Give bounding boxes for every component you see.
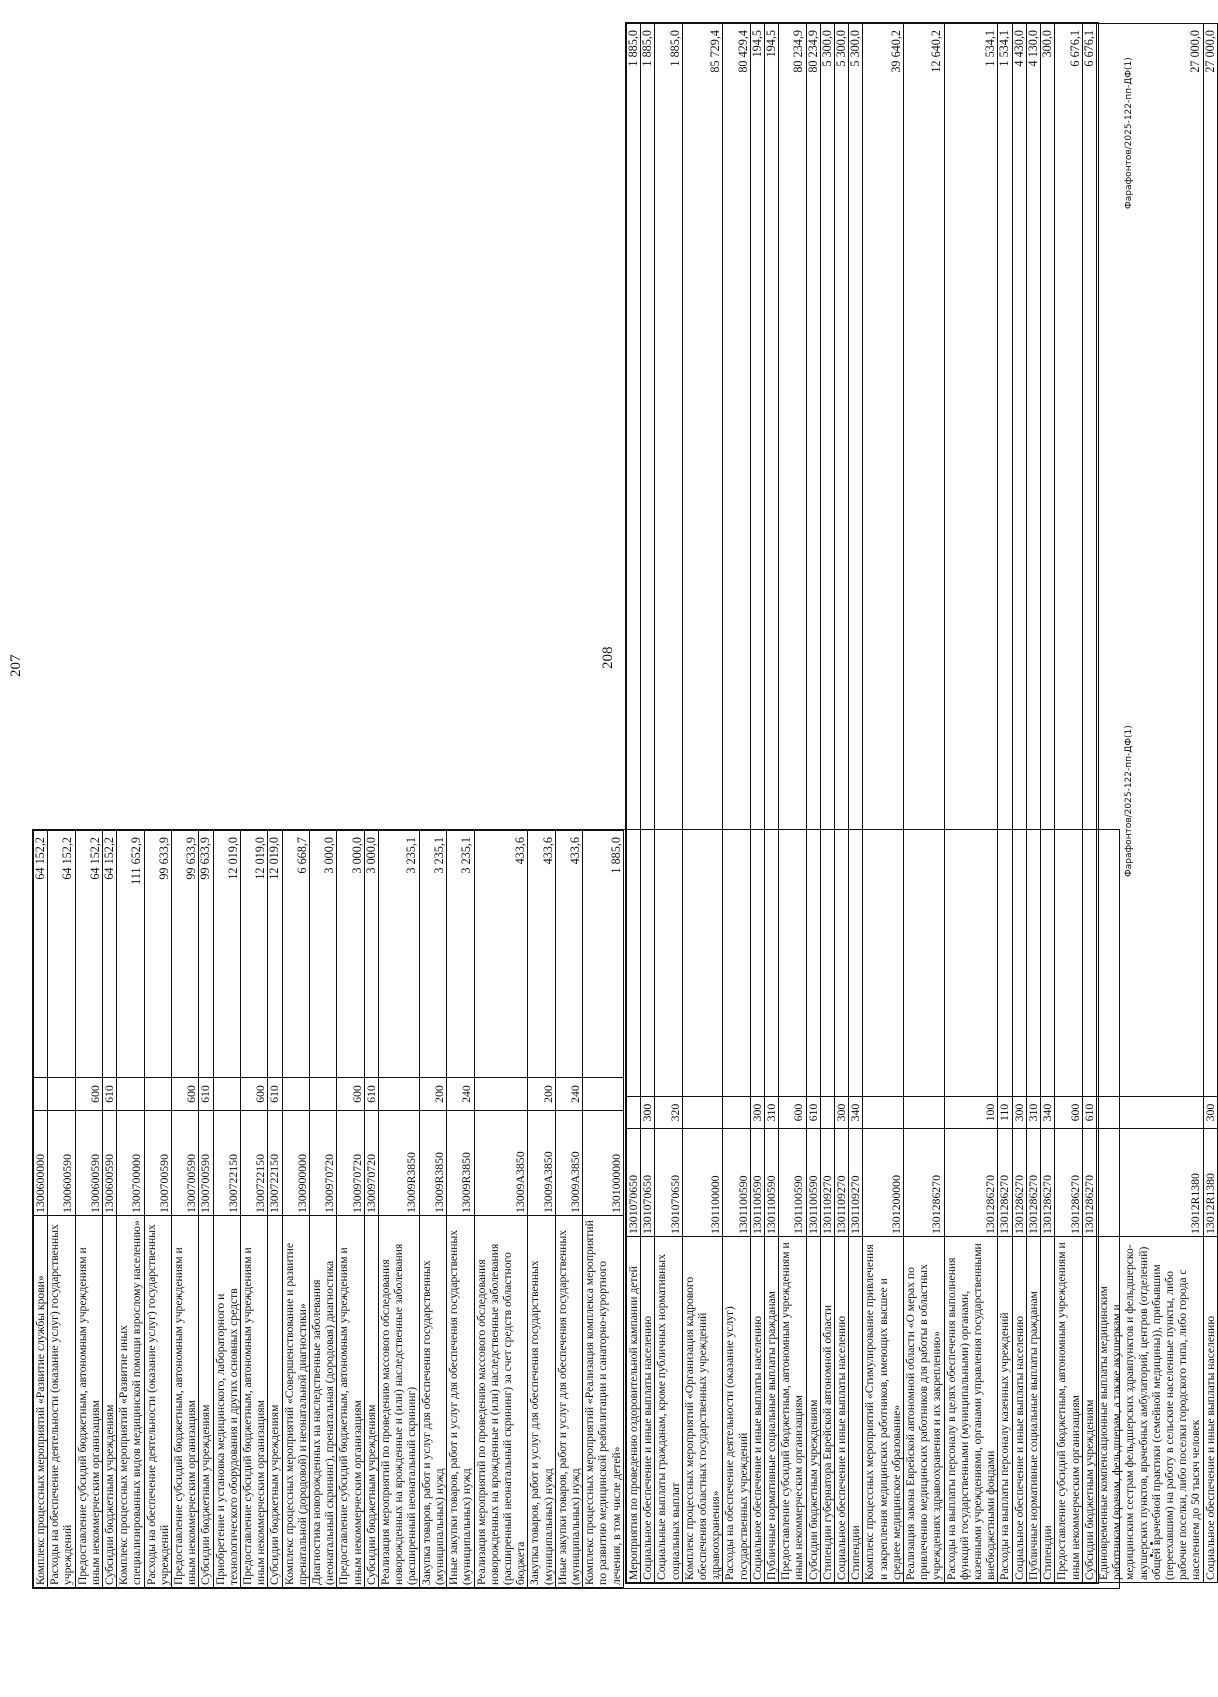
row-name: Предоставление субсидий бюджетным, автономным учреждениям и иным некоммерческим организациям <box>241 1216 268 1588</box>
row-name: Расходы на обеспечение деятельности (оказание услуг) государственных учреждений <box>723 1237 750 1583</box>
target-code: 1300600590 <box>75 1111 102 1216</box>
expense-type: 610 <box>806 1097 820 1129</box>
expense-type: 340 <box>849 1097 863 1129</box>
target-code: 13009A3850 <box>555 1111 582 1216</box>
table-row <box>944 24 998 1583</box>
amount: 39 640,2 <box>863 24 904 1097</box>
table-row <box>419 831 446 1588</box>
amount: 4 430,0 <box>1012 24 1026 1097</box>
amount: 3 235,1 <box>379 831 420 1078</box>
table-row <box>779 24 806 1583</box>
amount: 3 235,1 <box>419 831 446 1078</box>
table-row <box>641 24 655 1583</box>
row-name: Стипендии губернатора Еврейской автономной области <box>820 1237 834 1583</box>
target-code: 13009R3850 <box>419 1111 446 1216</box>
target-code: 1300970720 <box>337 1111 364 1216</box>
expense-type: 600 <box>1055 1097 1082 1129</box>
table-row <box>310 831 337 1588</box>
table-row <box>1082 24 1096 1583</box>
amount: 3 235,1 <box>447 831 474 1078</box>
amount: 12 019,0 <box>268 831 282 1078</box>
row-name: Социальное обеспечение и иные выплаты населению <box>1012 1237 1026 1583</box>
row-name: Публичные нормативные социальные выплаты гражданам <box>765 1237 779 1583</box>
expense-type: 240 <box>447 1078 474 1111</box>
amount: 5 300,0 <box>820 24 834 1097</box>
table-row <box>117 831 144 1588</box>
row-name: Реализация мероприятий по проведению массового обследования новорожденных на врожденные и (или) наследственные заболевания (расширенный неонатальный скрининг) <box>379 1216 420 1588</box>
amount: 3 000,0 <box>337 831 364 1078</box>
target-code: 13009A3850 <box>474 1111 528 1216</box>
expense-type <box>904 1097 945 1129</box>
target-code: 1301286270 <box>998 1129 1012 1237</box>
target-code: 13009R3850 <box>379 1111 420 1216</box>
table-row <box>282 831 309 1588</box>
table-row <box>241 831 268 1588</box>
table-row <box>863 24 904 1583</box>
table-row <box>750 24 764 1583</box>
row-name: Стипендии <box>849 1237 863 1583</box>
expense-type: 200 <box>419 1078 446 1111</box>
target-code: 13009R3850 <box>447 1111 474 1216</box>
row-name: Мероприятия по проведению оздоровительной кампании детей <box>627 1237 641 1583</box>
table-row <box>34 831 48 1588</box>
target-code: 1301286270 <box>1012 1129 1026 1237</box>
expense-type <box>379 1078 420 1111</box>
row-name: Социальное обеспечение и иные выплаты населению <box>1203 1237 1217 1583</box>
expense-type: 600 <box>172 1078 199 1111</box>
table-row <box>1012 24 1026 1583</box>
expense-type <box>48 1078 75 1111</box>
target-code: 1300700590 <box>172 1111 199 1216</box>
target-code: 13012R1380 <box>1096 1129 1203 1237</box>
amount: 1 885,0 <box>583 831 624 1078</box>
row-name: Расходы на выплаты персоналу в целях обеспечения выполнения функций государственными (муниципальными) органами, казенными учреждениями, органами управления государственными внебюджетными фондами <box>944 1237 998 1583</box>
table-row <box>1055 24 1082 1583</box>
amount: 64 152,2 <box>75 831 102 1078</box>
expense-type: 600 <box>337 1078 364 1111</box>
target-code: 1300722150 <box>268 1111 282 1216</box>
table-row <box>555 831 582 1588</box>
expense-type: 600 <box>241 1078 268 1111</box>
table-row <box>447 831 474 1588</box>
row-name: Иные закупки товаров, работ и услуг для обеспечения государственных (муниципальных) нужд <box>447 1216 474 1588</box>
row-name: Субсидии бюджетным учреждениям <box>268 1216 282 1588</box>
expense-type: 300 <box>750 1097 764 1129</box>
target-code: 1301286270 <box>1026 1129 1040 1237</box>
footer-right: Фарафонтов/2025-122-пп-ДФ(1) <box>1124 57 1134 209</box>
expense-type <box>583 1078 624 1111</box>
target-code: 1300722150 <box>241 1111 268 1216</box>
row-name: Расходы на выплаты персоналу казенных учреждений <box>998 1237 1012 1583</box>
row-name: Социальное обеспечение и иные выплаты населению <box>835 1237 849 1583</box>
expense-type <box>213 1078 240 1111</box>
target-code: 1301100590 <box>779 1129 806 1237</box>
target-code: 1300970720 <box>310 1111 337 1216</box>
expense-type: 600 <box>75 1078 102 1111</box>
row-name: Социальное обеспечение и иные выплаты населению <box>750 1237 764 1583</box>
target-code: 1300600000 <box>34 1111 48 1216</box>
row-name: Предоставление субсидий бюджетным, автономным учреждениям и иным некоммерческим организациям <box>75 1216 102 1588</box>
table-row <box>364 831 378 1588</box>
row-name: Комплекс процессных мероприятий «Развитие иных специализированных видов медицинской помощи взрослому населению» <box>117 1216 144 1588</box>
row-name: Субсидии бюджетным учреждениям <box>806 1237 820 1583</box>
row-name: Приобретение и установка медицинского, лабораторного и технологического оборудования и других основных средств <box>213 1216 240 1588</box>
expense-type: 200 <box>528 1078 555 1111</box>
table-row <box>1026 24 1040 1583</box>
amount: 64 152,2 <box>48 831 75 1078</box>
expense-type: 610 <box>268 1078 282 1111</box>
expense-type <box>723 1097 750 1129</box>
footer-left: Фарафонтов/2025-122-пп-ДФ(1) <box>1124 725 1134 877</box>
expense-type <box>310 1078 337 1111</box>
table-row <box>213 831 240 1588</box>
row-name: Субсидии бюджетным учреждениям <box>103 1216 117 1588</box>
expense-type: 610 <box>1082 1097 1096 1129</box>
expense-type <box>474 1078 528 1111</box>
target-code: 1301100590 <box>806 1129 820 1237</box>
table-row <box>75 831 102 1588</box>
table-row <box>103 831 117 1588</box>
amount: 194,5 <box>765 24 779 1097</box>
row-name: Закупка товаров, работ и услуг для обеспечения государственных (муниципальных) нужд <box>419 1216 446 1588</box>
amount: 300,0 <box>1041 24 1055 1097</box>
row-name: Социальное обеспечение и иные выплаты населению <box>641 1237 655 1583</box>
table-row <box>849 24 863 1583</box>
amount: 5 300,0 <box>835 24 849 1097</box>
amount: 6 668,7 <box>282 831 309 1078</box>
amount: 99 633,9 <box>172 831 199 1078</box>
expense-type: 340 <box>1041 1097 1055 1129</box>
expense-type <box>1096 1097 1203 1129</box>
expense-type: 300 <box>641 1097 655 1129</box>
target-code: 1301286270 <box>1041 1129 1055 1237</box>
table-row <box>904 24 945 1583</box>
row-name: Предоставление субсидий бюджетным, автономным учреждениям и иным некоммерческим организациям <box>337 1216 364 1588</box>
table-row <box>172 831 199 1588</box>
expense-type: 600 <box>779 1097 806 1129</box>
expense-type: 610 <box>199 1078 213 1111</box>
row-name: Комплекс процессных мероприятий «Организация кадрового обеспечения областных государственных учреждений здравоохранения» <box>682 1237 723 1583</box>
amount: 1 885,0 <box>627 24 641 1097</box>
table-row <box>528 831 555 1588</box>
amount: 99 633,9 <box>144 831 171 1078</box>
expense-type <box>863 1097 904 1129</box>
expense-type <box>34 1078 48 1111</box>
target-code: 1301000000 <box>583 1111 624 1216</box>
amount: 4 130,0 <box>1026 24 1040 1097</box>
amount: 1 534,1 <box>944 24 998 1097</box>
amount: 99 633,9 <box>199 831 213 1078</box>
page-number-right: 208 <box>600 646 616 669</box>
expense-type: 610 <box>103 1078 117 1111</box>
table-row <box>627 24 641 1583</box>
target-code: 1300900000 <box>282 1111 309 1216</box>
target-code: 1301286270 <box>944 1129 998 1237</box>
row-name: Предоставление субсидий бюджетным, автономным учреждениям и иным некоммерческим организациям <box>779 1237 806 1583</box>
target-code: 13009A3850 <box>528 1111 555 1216</box>
amount: 64 152,2 <box>103 831 117 1078</box>
target-code: 1301070650 <box>627 1129 641 1237</box>
table-row <box>723 24 750 1583</box>
expense-type: 300 <box>1203 1097 1217 1129</box>
row-name: Комплекс процессных мероприятий «Развитие службы крови» <box>34 1216 48 1588</box>
table-row <box>765 24 779 1583</box>
target-code: 1301070650 <box>641 1129 655 1237</box>
target-code: 1301200000 <box>863 1129 904 1237</box>
expense-type: 110 <box>998 1097 1012 1129</box>
row-name: Реализация закона Еврейской автономной области «О мерах по привлечению медицинских работников для работы в областных учреждениях здравоохранения и их закреплению» <box>904 1237 945 1583</box>
target-code: 1300722150 <box>213 1111 240 1216</box>
expense-type <box>144 1078 171 1111</box>
page-number-left: 207 <box>8 654 24 677</box>
table-row <box>268 831 282 1588</box>
table-row <box>835 24 849 1583</box>
row-name: Субсидии бюджетным учреждениям <box>1082 1237 1096 1583</box>
target-code: 1300970720 <box>364 1111 378 1216</box>
target-code: 1301100590 <box>765 1129 779 1237</box>
row-name: Предоставление субсидий бюджетным, автономным учреждениям и иным некоммерческим организациям <box>1055 1237 1082 1583</box>
row-name: Единовременные компенсационные выплаты медицинским работникам (врачам, фельдшерам, а также акушеркам и медицинским сестрам фельдшерских здравпунктов и фельдшерско-акушерских пунктов, врачебных амбулаторий, центров (отделений) общей врачебной практики (семейной медицины)), прибывшим (переехавшим) на работу в сельские населенные пункты, либо рабочие поселки, либо поселки городского типа, либо города с населением до 50 тысяч человек <box>1096 1237 1203 1583</box>
table-row <box>144 831 171 1588</box>
row-name: Закупка товаров, работ и услуг для обеспечения государственных (муниципальных) нужд <box>528 1216 555 1588</box>
row-name: Стипендии <box>1041 1237 1055 1583</box>
target-code: 1300700590 <box>144 1111 171 1216</box>
table-row <box>583 831 624 1588</box>
amount: 80 234,9 <box>779 24 806 1097</box>
table-row <box>1203 24 1217 1583</box>
target-code: 1301100000 <box>682 1129 723 1237</box>
expense-type: 100 <box>944 1097 998 1129</box>
target-code: 1301070650 <box>655 1129 682 1237</box>
target-code: 1301100590 <box>723 1129 750 1237</box>
amount: 111 652,9 <box>117 831 144 1078</box>
table-row <box>199 831 213 1588</box>
expense-type <box>627 1097 641 1129</box>
target-code: 1300700590 <box>199 1111 213 1216</box>
table-row <box>1041 24 1055 1583</box>
amount: 12 640,2 <box>904 24 945 1097</box>
amount: 3 000,0 <box>364 831 378 1078</box>
row-name: Диагностика новорожденных на наследственные заболевания (неонатальный скрининг), пренатальная (дородовая) диагностика <box>310 1216 337 1588</box>
table-row <box>820 24 834 1583</box>
amount: 12 019,0 <box>213 831 240 1078</box>
row-name: Субсидии бюджетным учреждениям <box>364 1216 378 1588</box>
target-code: 1301100590 <box>750 1129 764 1237</box>
expense-type: 240 <box>555 1078 582 1111</box>
target-code: 1301286270 <box>1055 1129 1082 1237</box>
table-row <box>337 831 364 1588</box>
target-code: 1301109270 <box>849 1129 863 1237</box>
amount: 80 234,9 <box>806 24 820 1097</box>
row-name: Комплекс процессных мероприятий «Совершенствование и развитие пренатальной (дородовой) и неонатальной диагностики» <box>282 1216 309 1588</box>
row-name: Реализация мероприятий по проведению массового обследования новорожденных на врожденные и (или) наследственные заболевания (расширенный неонатальный скрининг) за счет средств областного бюджета <box>474 1216 528 1588</box>
expense-type <box>682 1097 723 1129</box>
table-row <box>1096 24 1203 1583</box>
table-row <box>998 24 1012 1583</box>
expense-type <box>820 1097 834 1129</box>
expense-type: 300 <box>1012 1097 1026 1129</box>
amount: 6 676,1 <box>1055 24 1082 1097</box>
table-row <box>48 831 75 1588</box>
amount: 64 152,2 <box>34 831 48 1078</box>
expense-type: 300 <box>835 1097 849 1129</box>
amount: 12 019,0 <box>241 831 268 1078</box>
target-code: 1301109270 <box>820 1129 834 1237</box>
row-name: Социальные выплаты гражданам, кроме публичных нормативных социальных выплат <box>655 1237 682 1583</box>
amount: 80 429,4 <box>723 24 750 1097</box>
row-name: Субсидии бюджетным учреждениям <box>199 1216 213 1588</box>
amount: 27 000,0 <box>1203 24 1217 1097</box>
expense-type: 310 <box>1026 1097 1040 1129</box>
target-code: 1301286270 <box>904 1129 945 1237</box>
target-code: 13012R1380 <box>1203 1129 1217 1237</box>
expense-type: 320 <box>655 1097 682 1129</box>
row-name: Иные закупки товаров, работ и услуг для обеспечения государственных (муниципальных) нужд <box>555 1216 582 1588</box>
expense-type: 310 <box>765 1097 779 1129</box>
row-name: Расходы на обеспечение деятельности (оказание услуг) государственных учреждений <box>144 1216 171 1588</box>
row-name: Расходы на обеспечение деятельности (оказание услуг) государственных учреждений <box>48 1216 75 1588</box>
amount: 1 885,0 <box>641 24 655 1097</box>
target-code: 1300600590 <box>103 1111 117 1216</box>
amount: 194,5 <box>750 24 764 1097</box>
expense-type <box>282 1078 309 1111</box>
table-row <box>474 831 528 1588</box>
row-name: Комплекс процессных мероприятий «Стимулирование привлечения и закрепления медицинских работников, имеющих высшее и среднее медицинское образование» <box>863 1237 904 1583</box>
table-row <box>655 24 682 1583</box>
target-code: 1300700000 <box>117 1111 144 1216</box>
amount: 3 000,0 <box>310 831 337 1078</box>
row-name: Публичные нормативные социальные выплаты гражданам <box>1026 1237 1040 1583</box>
table-row <box>379 831 420 1588</box>
target-code: 1300600590 <box>48 1111 75 1216</box>
amount: 5 300,0 <box>849 24 863 1097</box>
amount: 85 729,4 <box>682 24 723 1097</box>
amount: 1 885,0 <box>655 24 682 1097</box>
amount: 433,6 <box>474 831 528 1078</box>
amount: 27 000,0 <box>1096 24 1203 1097</box>
amount: 433,6 <box>528 831 555 1078</box>
table-row <box>806 24 820 1583</box>
amount: 433,6 <box>555 831 582 1078</box>
expense-type: 610 <box>364 1078 378 1111</box>
amount: 6 676,1 <box>1082 24 1096 1097</box>
expense-type <box>117 1078 144 1111</box>
row-name: Комплекс процессных мероприятий «Реализация комплекса мероприятий по развитию медицинской реабилитации и санаторно-курортного лечения, в том числе детей» <box>583 1216 624 1588</box>
row-name: Предоставление субсидий бюджетным, автономным учреждениям и иным некоммерческим организациям <box>172 1216 199 1588</box>
amount: 1 534,1 <box>998 24 1012 1097</box>
target-code: 1301109270 <box>835 1129 849 1237</box>
target-code: 1301286270 <box>1082 1129 1096 1237</box>
table-row <box>682 24 723 1583</box>
